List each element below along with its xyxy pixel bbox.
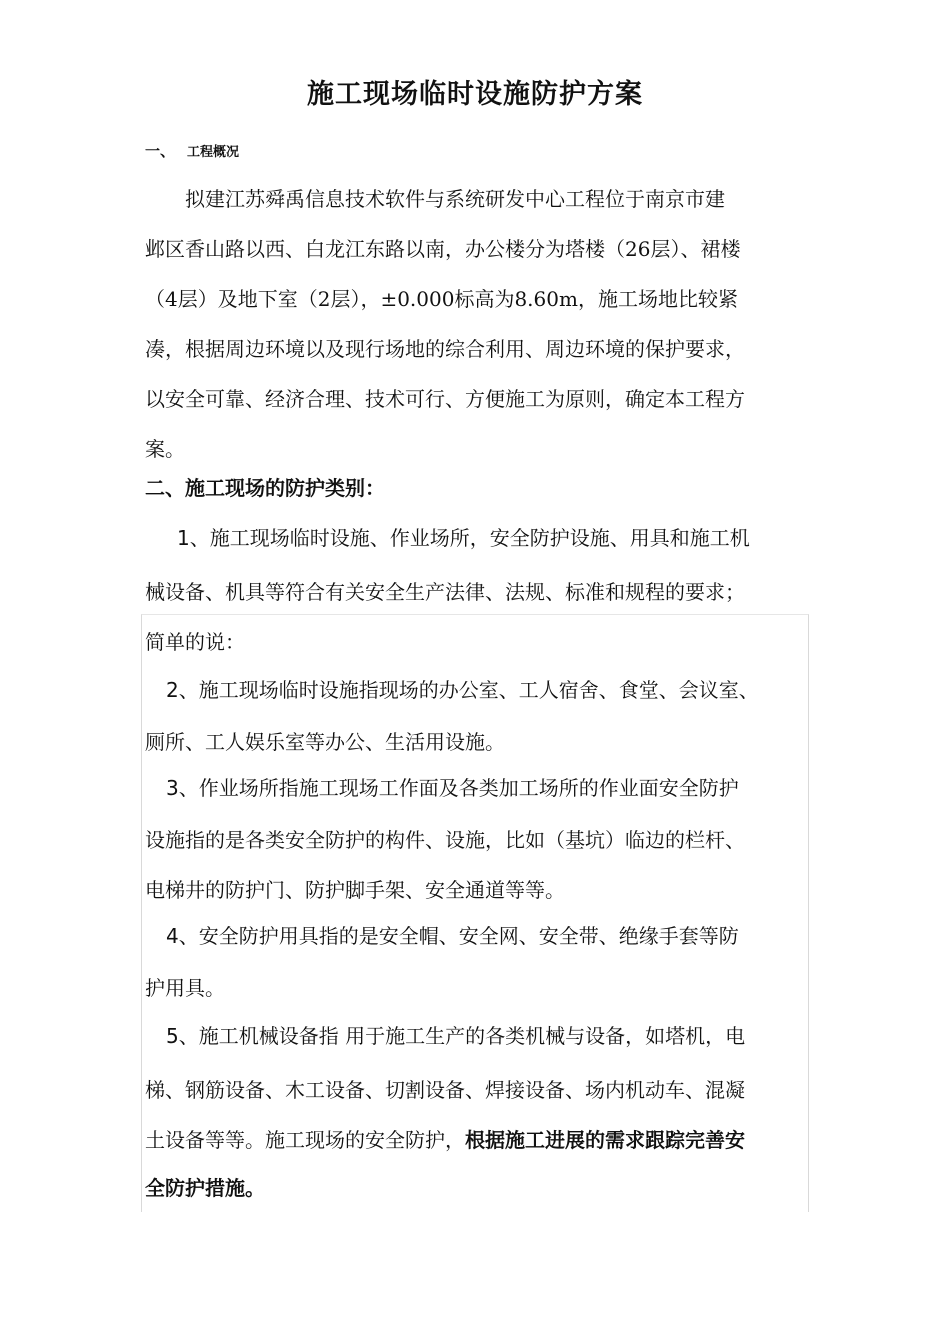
item2-line-2: 厕所、工人娱乐室等办公、生活用设施。 <box>145 730 505 754</box>
item1-line-2: 械设备、机具等符合有关安全生产法律、法规、标准和规程的要求； <box>145 580 745 604</box>
section1-line-4: 凑，根据周边环境以及现行场地的综合利用、周边环境的保护要求， <box>145 337 745 361</box>
section1-line-2: 邺区香山路以西、白龙江东路以南，办公楼分为塔楼（26层）、裙楼 <box>145 237 741 261</box>
section1-line-1: 拟建江苏舜禹信息技术软件与系统研发中心工程位于南京市建 <box>185 187 725 211</box>
item4-line-1: 4、安全防护用具指的是安全帽、安全网、安全带、绝缘手套等防 <box>166 924 739 948</box>
section1-number: 一、 <box>145 142 176 160</box>
section1-title: 工程概况 <box>187 145 240 160</box>
item3-line-1: 3、作业场所指施工现场工作面及各类加工场所的作业面安全防护 <box>166 776 739 800</box>
item5-line-4 <box>145 1172 265 1201</box>
section1-line-6: 案。 <box>145 437 185 461</box>
section1-heading <box>145 140 239 161</box>
item5-line-3 <box>145 1124 745 1153</box>
section2-heading: 二、施工现场的防护类别： <box>145 476 385 500</box>
item5-line-2: 梯、钢筋设备、木工设备、切割设备、焊接设备、场内机动车、混凝 <box>145 1078 745 1102</box>
document-title: 施工现场临时设施防护方案 <box>307 79 643 110</box>
item4-line-2: 护用具。 <box>145 976 225 1000</box>
intro-text: 简单的说： <box>145 630 245 654</box>
content-frame <box>141 614 809 1212</box>
item3-line-2: 设施指的是各类安全防护的构件、设施，比如（基坑）临边的栏杆、 <box>145 828 745 852</box>
section1-line-3: （4层）及地下室（2层），±0.000标高为8.60m，施工场地比较紧 <box>145 287 738 311</box>
section1-line-5: 以安全可靠、经济合理、技术可行、方便施工为原则，确定本工程方 <box>145 387 745 411</box>
item5-line-4-bold: 全防护措施。 <box>145 1176 265 1200</box>
item5-line-3-bold: 根据施工进展的需求跟踪完善安 <box>465 1128 745 1152</box>
item5-line-3-normal: 土设备等等。施工现场的安全防护， <box>145 1128 465 1152</box>
item1-line-1: 1、施工现场临时设施、作业场所，安全防护设施、用具和施工机 <box>177 526 750 550</box>
item5-line-1: 5、施工机械设备指 用于施工生产的各类机械与设备，如塔机，电 <box>166 1024 746 1048</box>
item2-line-1: 2、施工现场临时设施指现场的办公室、工人宿舍、食堂、会议室、 <box>166 678 759 702</box>
item3-line-3: 电梯井的防护门、防护脚手架、安全通道等等。 <box>145 878 565 902</box>
